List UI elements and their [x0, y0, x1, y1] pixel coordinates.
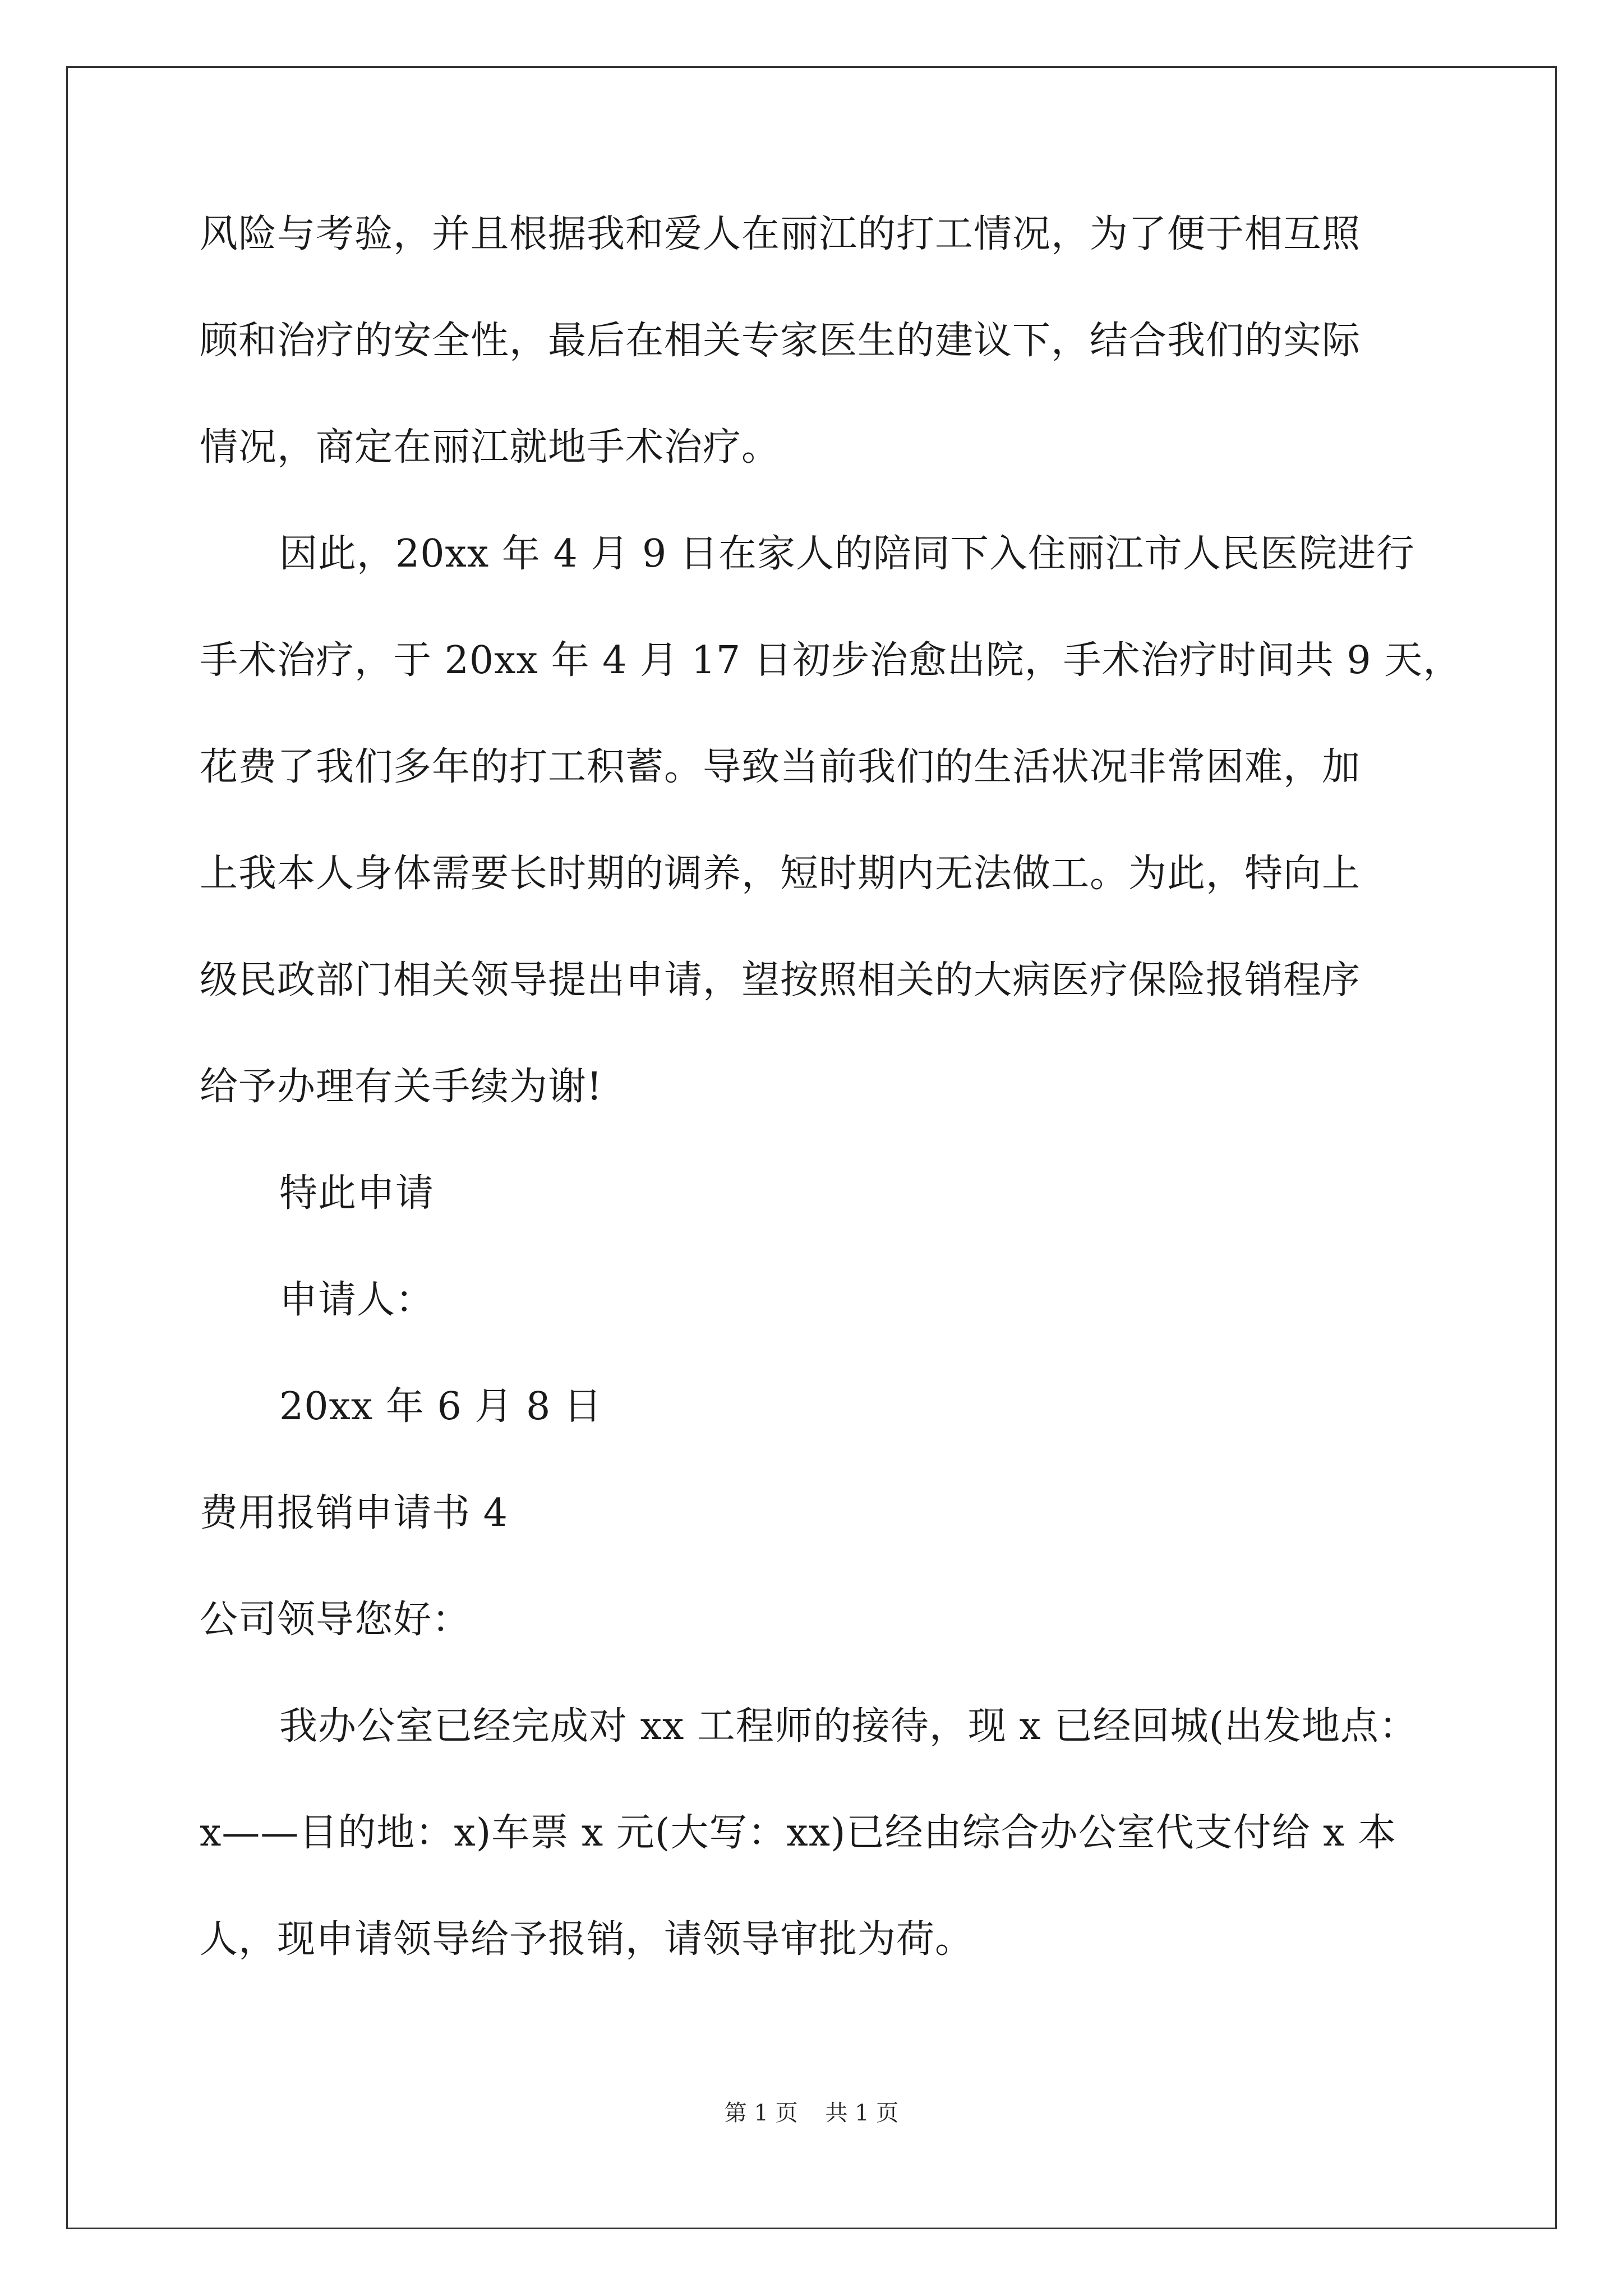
- page-number: 第 1 页: [724, 2100, 798, 2126]
- paragraph-1-line-3: 情况，商定在丽江就地手术治疗。: [200, 425, 781, 470]
- applicant-label: 申请人：: [279, 1278, 435, 1322]
- paragraph-final-line-2: x——目的地：x)车票 x 元(大写：xx)已经由综合办公室代支付给 x 本: [200, 1811, 1397, 1855]
- paragraph-2-line-2: 手术治疗，于 20xx 年 4 月 17 日初步治愈出院，手术治疗时间共 9 天，: [200, 638, 1462, 683]
- paragraph-2-line-5: 级民政部门相关领导提出申请，望按照相关的大病医疗保险报销程序: [200, 958, 1361, 1002]
- page-footer: [0, 2099, 1623, 2127]
- paragraph-1-line-2: 顾和治疗的安全性，最后在相关专家医生的建议下，结合我们的实际: [200, 319, 1361, 363]
- paragraph-2-line-1: 因此，20xx 年 4 月 9 日在家人的陪同下入住丽江市人民医院进行: [279, 532, 1415, 576]
- paragraph-final-line-1: 我办公室已经完成对 xx 工程师的接待，现 x 已经回城(出发地点：: [279, 1704, 1418, 1749]
- section-heading: 费用报销申请书 4: [200, 1491, 508, 1535]
- paragraph-2-line-4: 上我本人身体需要长时期的调养，短时期内无法做工。为此，特向上: [200, 852, 1361, 896]
- paragraph-1-line-1: 风险与考验，并且根据我和爱人在丽江的打工情况，为了便于相互照: [200, 212, 1361, 256]
- paragraph-2-line-6: 给予办理有关手续为谢!: [200, 1065, 603, 1109]
- closing-statement: 特此申请: [279, 1171, 435, 1216]
- page-total: 共 1 页: [825, 2100, 899, 2126]
- page-border: [66, 66, 1557, 2229]
- salutation: 公司领导您好：: [200, 1598, 471, 1642]
- date-line: 20xx 年 6 月 8 日: [279, 1384, 602, 1429]
- paragraph-final-line-3: 人，现申请领导给予报销，请领导审批为荷。: [200, 1917, 974, 1962]
- paragraph-2-line-3: 花费了我们多年的打工积蓄。导致当前我们的生活状况非常困难，加: [200, 745, 1361, 789]
